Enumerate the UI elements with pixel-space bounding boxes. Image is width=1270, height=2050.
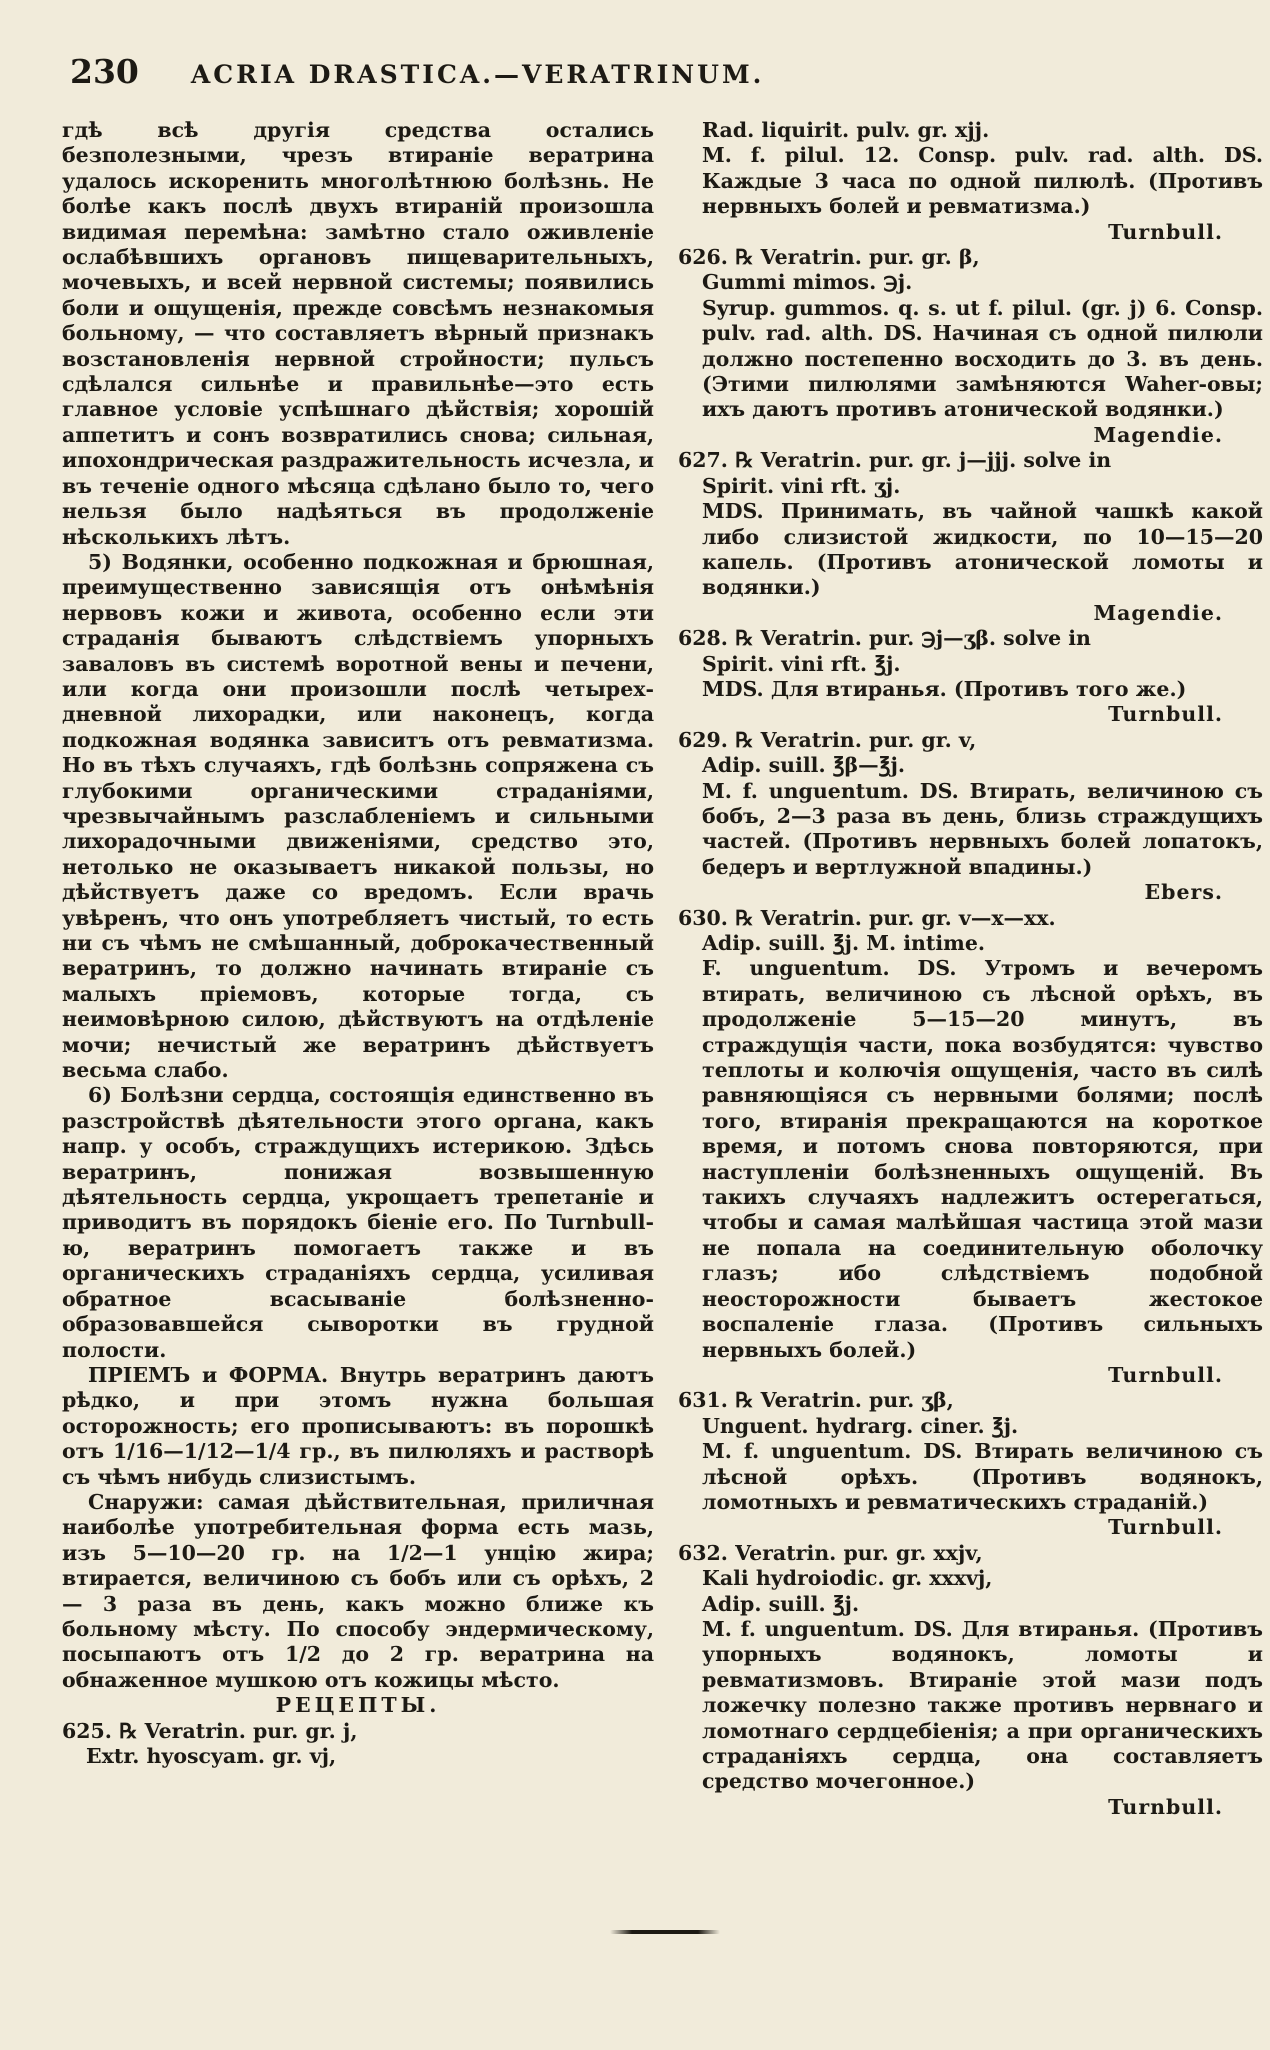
recipe-627-author: Magendie. <box>1093 600 1223 625</box>
recipe-629-line1: 629. ℞ Veratrin. pur. gr. v, <box>678 727 977 752</box>
recipe-625-line3: Rad. liquirit. pulv. gr. xjj. <box>702 118 990 142</box>
recipe-631-instructions: M. f. unguentum. DS. Втирать величиною съ лѣсной орѣхъ. (Противъ водянокъ, ломотныхъ и ревматическихъ страданій.) <box>702 1439 1263 1514</box>
recipe-632-author: Turnbull. <box>1108 1794 1223 1819</box>
recipe-625-instructions: M. f. pilul. 12. Consp. pulv. rad. alth. DS. Каждые 3 часа по одной пилюлѣ. (Противъ нервныхъ болей и ревматизма.) <box>702 143 1263 219</box>
recipe-632-line3: Adip. suill. ℥j. <box>702 1591 860 1616</box>
recipe-629-line2: Adip. suill. ℥β—℥j. <box>702 753 906 778</box>
recipe-632-instructions: M. f. unguentum. DS. Для втиранья. (Противъ упорныхъ водянокъ, ломоты и ревматизмовъ. Втираніе этой мази подъ ложечку полезно также противъ нервнаго и ломотнаго сердцебіенія; а при органическихъ страданіяхъ сердца, она составляетъ средство мочегонное.) <box>702 1616 1263 1794</box>
ornamental-divider <box>610 1930 720 1934</box>
recipe-626-line1: 626. ℞ Veratrin. pur. gr. β, <box>678 245 980 270</box>
right-column <box>678 118 1263 1820</box>
left-column <box>62 118 654 1769</box>
recipe-628-author: Turnbull. <box>1108 702 1223 727</box>
recipe-630-instructions: F. unguentum. DS. Утромъ и вечеромъ втирать, величиною съ лѣсной орѣхъ, въ продолженіе 5—15—20 минутъ, въ страждущія части, пока возбудятся: чувство теплоты и колючія ощущенія, часто въ силѣ равняющіяся съ нервными болями; послѣ того, втиранія прекращаются на короткое время, и потомъ снова повторяются, при наступленіи болѣзненныхъ ощущеній. Въ такихъ случаяхъ надлежитъ остерегаться, чтобы и самая малѣйшая частица этой мази не попала на соединительную оболочку глазъ; ибо слѣдствіемъ подобной неосторожности бываетъ жестокое воспаленіе глаза. (Противъ сильныхъ нервныхъ болей.) <box>702 956 1263 1362</box>
recipe-628-instructions: MDS. Для втиранья. (Противъ того же.) <box>702 676 1187 701</box>
recipe-630-author: Turnbull. <box>1108 1362 1223 1387</box>
recipe-629-author: Ebers. <box>1144 880 1223 905</box>
recipe-627-line1: 627. ℞ Veratrin. pur. gr. j—jjj. solve in <box>678 448 1112 473</box>
recipe-631-author: Turnbull. <box>1108 1515 1223 1540</box>
paragraph-heart-disease: 6) Болѣзни сердца, состоящія единственно въ разстройствѣ дѣятельности этого органа, какъ напр. у особъ, страждущихъ истерикою. Здѣсь вератринъ, понижая возвышенную дѣятельность сердца, укрощаетъ трепетаніе и приводитъ въ порядокъ біеніе его. По Turnbull-ю, вератринъ помогаетъ также и въ органическихъ страданіяхъ сердца, усиливая обратное всасываніе болѣзненно-образовавшейся сыворотки въ грудной полости. <box>62 1083 654 1362</box>
recipe-628-line2: Spirit. vini rft. ℥j. <box>702 651 901 676</box>
paragraph-dosage-form: ПРІЕМЪ и ФОРМА. Внутрь вератринъ даютъ рѣдко, и при этомъ нужна большая осторожность; его прописываютъ: въ порошкѣ отъ 1/16—1/12—1/4 гр., въ пилюляхъ и растворѣ съ чѣмъ нибудь слизистымъ. <box>62 1362 654 1489</box>
recipe-628-line1: 628. ℞ Veratrin. pur. ℈j—ʒβ. solve in <box>678 626 1091 651</box>
paragraph-continuation: гдѣ всѣ другія средства остались безполезными, чрезъ втираніе вератрина удалось искоренить многолѣтнюю болѣзнь. Не болѣе какъ послѣ двухъ втираній произошла видимая перемѣна: замѣтно стало оживленіе ослабѣвшихъ органовъ пищеварительныхъ, мочевыхъ, и всей нервной системы; появились боли и ощущенія, прежде совсѣмъ незнакомыя больному, — что составляетъ вѣрный признакъ возстановленія нервной стройности; пульсъ сдѣлался сильнѣе и правильнѣе—это есть главное условіе успѣшнаго дѣйствія; хорошій аппетитъ и сонъ возвратились снова; сильная, ипохондрическая раздражительность исчезла, и въ теченіе одного мѣсяца сдѣлано было то, чего нельзя было надѣяться въ продолженіе нѣсколькихъ лѣтъ. <box>62 118 654 549</box>
recipe-627-instructions: MDS. Принимать, въ чайной чашкѣ какой либо слизистой жидкости, по 10—15—20 капель. (Противъ атонической ломоты и водянки.) <box>702 499 1263 600</box>
recipe-632-line2: Kali hydroiodic. gr. xxxvj, <box>702 1566 993 1591</box>
recipe-629-instructions: M. f. unguentum. DS. Втирать, величиною съ бобъ, 2—3 раза въ день, близь страждущихъ частей. (Противъ нервныхъ болей лопатокъ, бедеръ и вертлужной впадины.) <box>702 778 1263 879</box>
recipe-632-line1: 632. Veratrin. pur. gr. xxjv, <box>678 1540 983 1565</box>
page-header <box>70 52 1240 91</box>
recipe-626-author: Magendie. <box>1093 422 1223 447</box>
recipe-630-line1: 630. ℞ Veratrin. pur. gr. v—x—xx. <box>678 905 1056 930</box>
recipe-627-line2: Spirit. vini rft. ʒj. <box>702 473 901 498</box>
running-title: ACRIA DRASTICA.—VERATRINUM. <box>190 60 765 89</box>
recipe-631-line1: 631. ℞ Veratrin. pur. ʒβ, <box>678 1388 954 1413</box>
page-number: 230 <box>70 52 139 91</box>
recipe-626-line2: Gummi mimos. ℈j. <box>702 270 913 295</box>
paragraph-external-use: Снаружи: самая дѣйствительная, приличная наиболѣе употребительная форма есть мазь, изъ 5—10—20 гр. на 1/2—1 унцію жира; втирается, величиною съ бобъ или съ орѣхъ, 2 — 3 раза въ день, какъ можно ближе къ больному мѣсту. По способу эндермическому, посыпаютъ отъ 1/2 до 2 гр. вератрина на обнаженное мушкою отъ кожицы мѣсто. <box>62 1489 654 1692</box>
recipe-625-line1: 625. ℞ Veratrin. pur. gr. j, <box>62 1718 358 1743</box>
recipe-625-line2: Extr. hyoscyam. gr. vj, <box>86 1744 337 1768</box>
recipe-630-line2: Adip. suill. ℥j. M. intime. <box>702 931 986 955</box>
recipe-626-instructions: Syrup. gummos. q. s. ut f. pilul. (gr. j) 6. Consp. pulv. rad. alth. DS. Начиная съ одной пилюли должно постепенно восходить до 3. въ день. (Этими пилюлями замѣняются Waher-овы; ихъ даютъ противъ атонической водянки.) <box>702 295 1263 422</box>
recipe-625-author: Turnbull. <box>1108 219 1223 244</box>
paragraph-dropsy: 5) Водянки, особенно подкожная и брюшная, преимущественно зависящія отъ онѣмѣнія нервовъ кожи и живота, особенно если эти страданія бываютъ слѣдствіемъ упорныхъ заваловъ въ системѣ воротной вены и печени, или когда они произошли послѣ четырех-дневной лихорадки, или наконецъ, когда подкожная водянка зависитъ отъ ревматизма. Но въ тѣхъ случаяхъ, гдѣ болѣзнь сопряжена съ глубокими органическими страданіями, чрезвычайнымъ разслабленіемъ и сильными лихорадочными движеніями, средство это, нетолько не оказываетъ никакой пользы, но дѣйствуетъ даже со вредомъ. Если врачь увѣренъ, что онъ употребляетъ чистый, то есть ни съ чѣмъ не смѣшанный, доброкачественный вератринъ, то должно начинать втираніе съ малыхъ пріемовъ, которые тогда, съ неимовѣрною силою, дѣйствуютъ на отдѣленіе мочи; нечистый же вератринъ дѣйствуетъ весьма слабо. <box>62 549 654 1083</box>
recipe-631-line2: Unguent. hydrarg. ciner. ℥j. <box>702 1413 1019 1438</box>
recipes-heading: РЕЦЕПТЫ. <box>275 1693 441 1718</box>
